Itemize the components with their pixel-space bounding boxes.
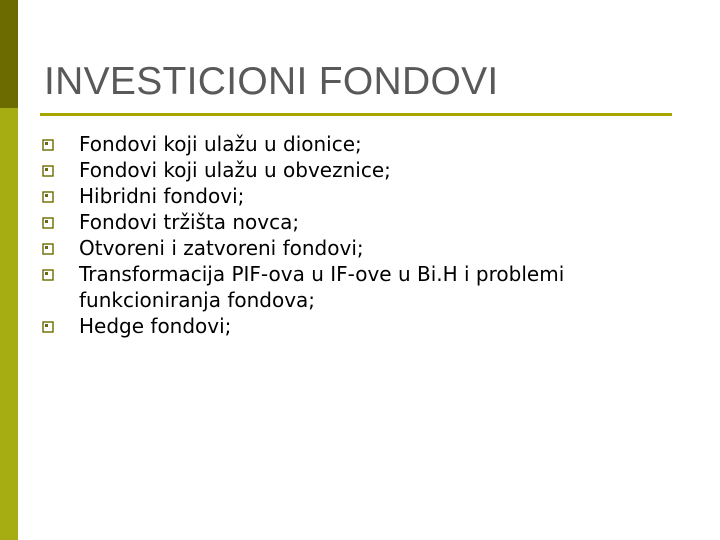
bullet-list [40,131,660,339]
hollow-square-bullet-icon [42,165,54,177]
hollow-square-bullet-icon [42,191,54,203]
bullet-text: Hedge fondovi; [79,314,232,338]
list-item [40,183,660,209]
side-accent-bar [0,108,18,540]
hollow-square-bullet-icon [42,243,54,255]
hollow-square-bullet-icon [42,139,54,151]
bullet-text: Fondovi koji ulažu u dionice; [79,132,362,156]
list-item [40,209,660,235]
bullet-text: Fondovi koji ulažu u obveznice; [79,158,391,182]
side-accent-bar-top [0,0,18,108]
list-item [40,313,660,339]
bullet-text: Otvoreni i zatvoreni fondovi; [79,236,364,260]
slide-title: INVESTICIONI FONDOVI [44,60,499,103]
title-underline [40,113,672,116]
bullet-text: Hibridni fondovi; [79,184,245,208]
hollow-square-bullet-icon [42,269,54,281]
list-item [40,131,660,157]
list-item [40,261,660,313]
list-item [40,157,660,183]
bullet-text: Transformacija PIF-ova u IF-ove u Bi.H i problemi funkcioniranja fondova; [79,262,565,312]
list-item [40,235,660,261]
bullet-text: Fondovi tržišta novca; [79,210,300,234]
hollow-square-bullet-icon [42,217,54,229]
hollow-square-bullet-icon [42,321,54,333]
